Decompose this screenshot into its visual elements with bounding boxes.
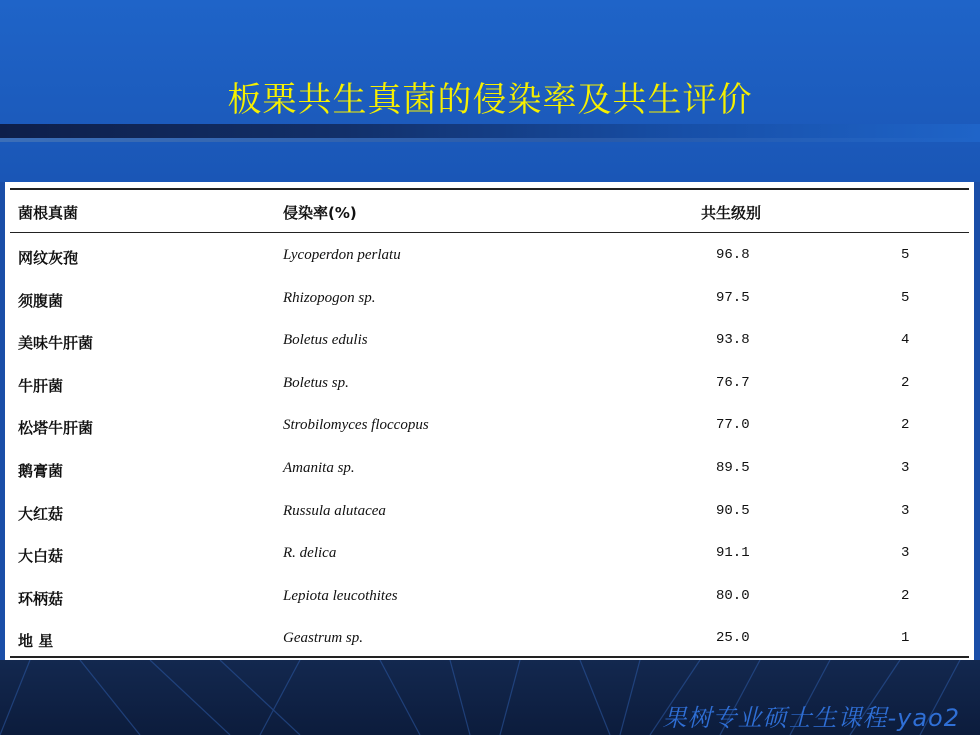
table-cell-species-name: Russula alutacea <box>283 502 386 519</box>
table-cell-fungus-name: 鹅膏菌 <box>18 462 64 480</box>
table-cell-fungus-name: 大红菇 <box>18 504 64 523</box>
table-cell-species-name: Geastrum sp. <box>283 630 364 647</box>
table-cell-symbiosis-level: 5 <box>901 289 910 306</box>
table-cell-fungus-name: 牛肝菌 <box>18 376 64 395</box>
table-cell-infection-rate: 77.0 <box>716 417 750 434</box>
table-cell-fungus-name: 须腹菌 <box>18 291 64 310</box>
table-cell-infection-rate: 89.5 <box>716 460 750 476</box>
table-cell-fungus-name: 美味牛肝菌 <box>18 334 94 353</box>
table-cell-species-name: Rhizopogon sp. <box>283 289 376 306</box>
table-cell-species-name: R. delica <box>283 545 337 562</box>
slide-title: 板栗共生真菌的侵染率及共生评价 <box>227 80 753 120</box>
table-cell-symbiosis-level: 3 <box>901 502 910 519</box>
table-cell-symbiosis-level: 2 <box>901 587 910 604</box>
table-cell-fungus-name: 大白菇 <box>18 547 64 566</box>
decorative-stripe <box>0 124 980 138</box>
table-cell-symbiosis-level: 4 <box>901 332 910 349</box>
table-cell-fungus-name: 松塔牛肝菌 <box>18 419 94 438</box>
table-cell-symbiosis-level: 3 <box>901 460 910 476</box>
table-cell-species-name: Boletus edulis <box>283 332 368 349</box>
table-cell-species-name: Boletus sp. <box>283 374 349 391</box>
table-cell-fungus-name: 环柄菇 <box>18 589 64 608</box>
data-table <box>5 182 974 660</box>
table-header-rule <box>10 232 969 233</box>
table-cell-infection-rate: 93.8 <box>716 332 750 349</box>
table-cell-infection-rate: 90.5 <box>716 502 750 519</box>
table-cell-symbiosis-level: 3 <box>901 545 910 562</box>
table-cell-infection-rate: 76.7 <box>716 374 750 391</box>
decorative-stripe-light <box>0 138 980 142</box>
table-cell-symbiosis-level: 2 <box>901 417 910 434</box>
table-cell-infection-rate: 96.8 <box>716 247 750 263</box>
table-cell-species-name: Lycoperdon perlatu <box>283 247 401 263</box>
table-cell-species-name: Lepiota leucothites <box>283 587 398 604</box>
table-cell-fungus-name: 网纹灰孢 <box>18 249 79 267</box>
header-symbiosis-level: 共生级别 <box>701 204 762 222</box>
table-cell-species-name: Amanita sp. <box>283 460 355 476</box>
table-cell-infection-rate: 91.1 <box>716 545 750 562</box>
table-cell-infection-rate: 97.5 <box>716 289 750 306</box>
table-cell-symbiosis-level: 2 <box>901 374 910 391</box>
table-cell-fungus-name: 地 星 <box>18 632 54 651</box>
header-infection-rate: 侵染率(%) <box>283 204 357 222</box>
table-bottom-rule <box>10 656 969 658</box>
footer-course-label: 果树专业硕士生课程-yao2 <box>662 704 960 732</box>
table-top-rule <box>10 188 969 190</box>
header-fungus: 菌根真菌 <box>18 204 79 222</box>
table-cell-species-name: Strobilomyces floccopus <box>283 417 429 434</box>
table-cell-symbiosis-level: 5 <box>901 247 910 263</box>
table-cell-symbiosis-level: 1 <box>901 630 910 647</box>
table-cell-infection-rate: 25.0 <box>716 630 750 647</box>
table-cell-infection-rate: 80.0 <box>716 587 750 604</box>
